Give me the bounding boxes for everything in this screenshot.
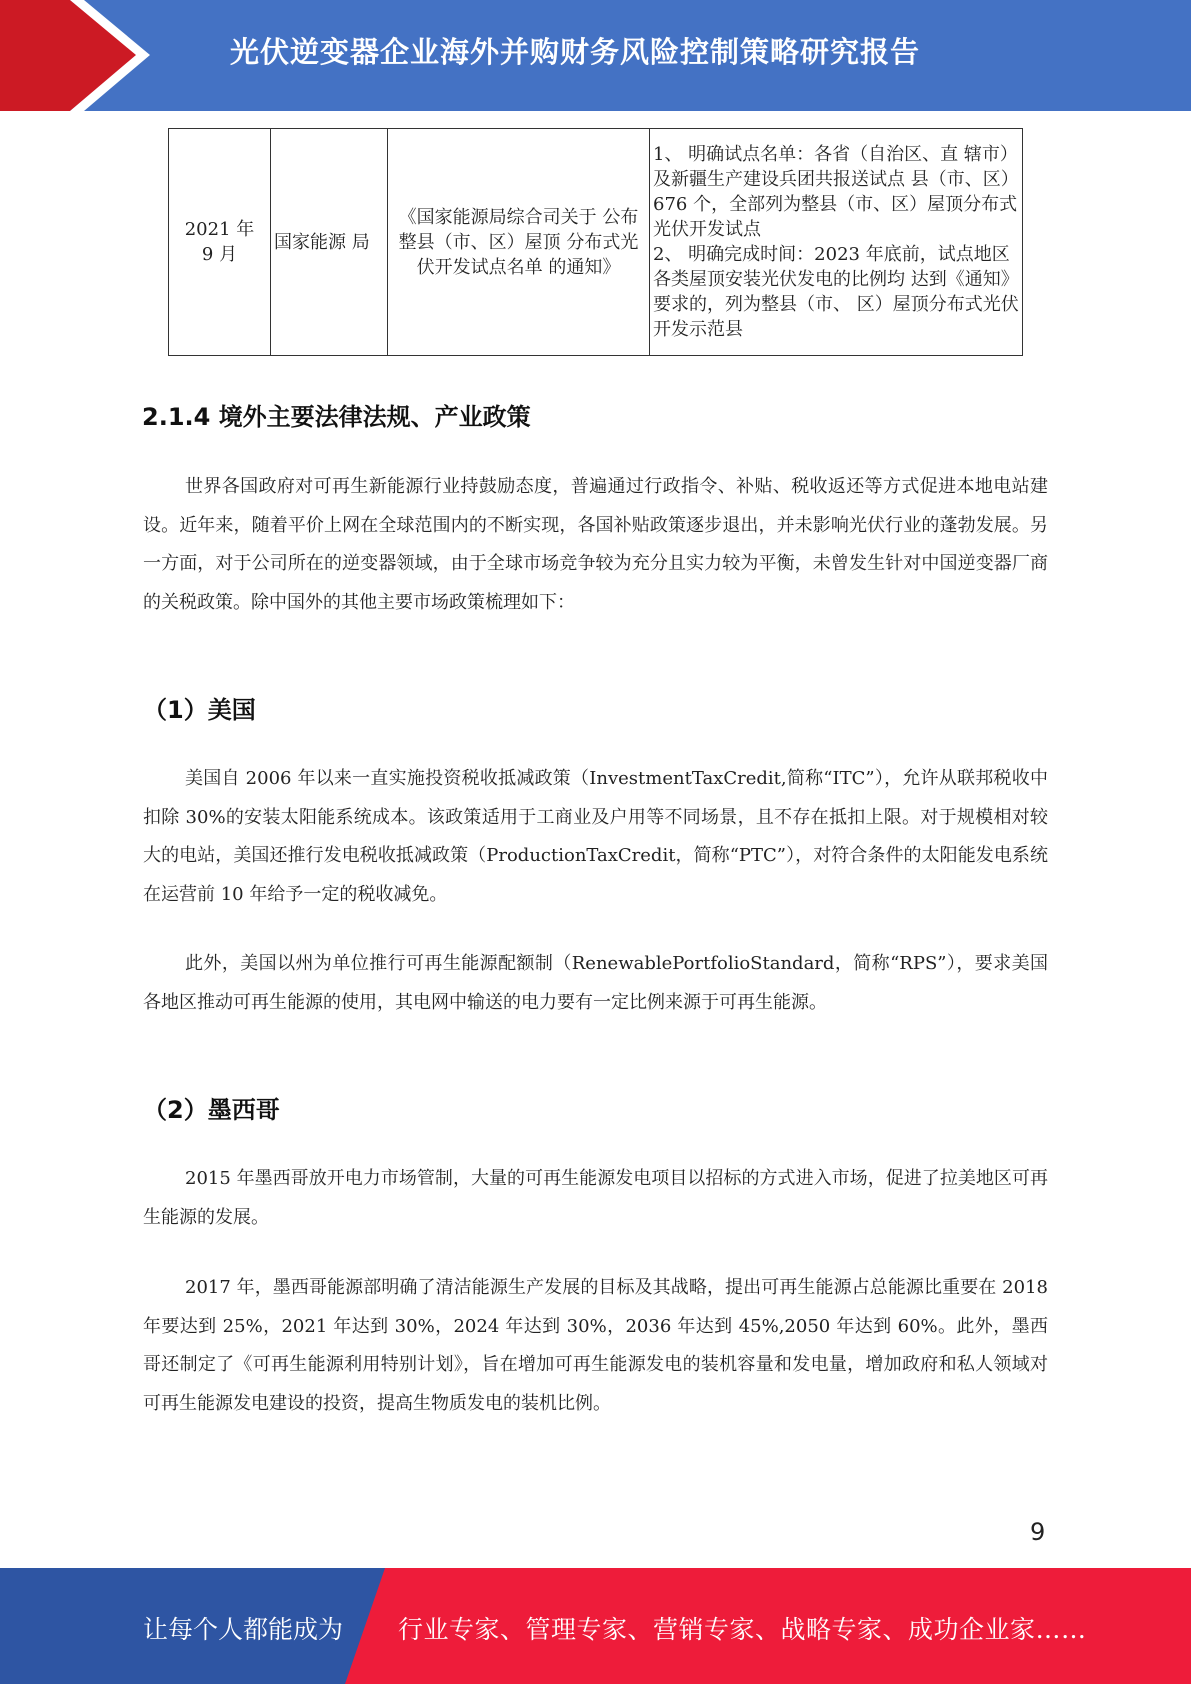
page-footer: [0, 1568, 1191, 1684]
section-heading: 2.1.4 境外主要法律法规、产业政策: [142, 403, 531, 431]
header-red-block: [0, 0, 70, 111]
usa-heading: （1）美国: [143, 696, 256, 724]
header-chevron-decoration: [70, 0, 150, 111]
cell-content: 1、 明确试点名单：各省（自治区、直 辖市）及新疆生产建设兵团共报送试点 县（市、区） 676 个，全部列为整县（市、区）屋顶分布式光伏开发试点 2、 明确完成时间：2023 年底前，试点地区各类屋顶安装光伏发电的比例均 达到《通知》要求的，列为整县（市、 区）屋顶分布式光伏开发示范县: [650, 129, 1023, 356]
usa-paragraph-1: 美国自 2006 年以来一直实施投资税收抵减政策（InvestmentTaxCredit,简称“ITC”），允许从联邦税收中扣除 30%的安装太阳能系统成本。该政策适用于工商业及户用等不同场景，且不存在抵扣上限。对于规模相对较大的电站，美国还推行发电税收抵减政策（ProductionTaxCredit，简称“PTC”），对符合条件的太阳能发电系统在运营前 10 年给予一定的税收减免。: [143, 768, 1048, 905]
mexico-heading: （2）墨西哥: [143, 1096, 280, 1124]
footer-slogan-left: 让每个人都能成为: [143, 1615, 344, 1644]
page-header: [0, 0, 1191, 111]
cell-date: 2021 年 9 月: [169, 129, 271, 356]
cell-document: 《国家能源局综合司关于 公布整县（市、区）屋顶 分布式光伏开发试点名单 的通知》: [388, 129, 650, 356]
policy-table: [168, 128, 1023, 356]
report-title: 光伏逆变器企业海外并购财务风险控制策略研究报告: [230, 35, 921, 69]
intro-paragraph: 世界各国政府对可再生新能源行业持鼓励态度，普遍通过行政指令、补贴、税收返还等方式促进本地电站建设。近年来，随着平价上网在全球范围内的不断实现，各国补贴政策逐步退出，并未影响光伏行业的蓬勃发展。另一方面，对于公司所在的逆变器领域，由于全球市场竞争较为充分且实力较为平衡，未曾发生针对中国逆变器厂商的关税政策。除中国外的其他主要市场政策梳理如下：: [143, 476, 1048, 613]
page-number: 9: [1030, 1518, 1046, 1546]
table-row: [169, 129, 1023, 356]
cell-department: 国家能源 局: [271, 129, 388, 356]
mexico-paragraph-1: 2015 年墨西哥放开电力市场管制，大量的可再生能源发电项目以招标的方式进入市场，促进了拉美地区可再生能源的发展。: [143, 1168, 1048, 1228]
mexico-paragraph-2: 2017 年，墨西哥能源部明确了清洁能源生产发展的目标及其战略，提出可再生能源占总能源比重要在 2018 年要达到 25%，2021 年达到 30%，2024 年达到 30%，2036 年达到 45%,2050 年达到 60%。此外，墨西哥还制定了《可再生能源利用特别计划》，旨在增加可再生能源发电的装机容量和发电量，增加政府和私人领域对可再生能源发电建设的投资，提高生物质发电的装机比例。: [143, 1277, 1048, 1414]
footer-slogan-right: 行业专家、管理专家、营销专家、战略专家、成功企业家……: [398, 1615, 1087, 1644]
usa-paragraph-2: 此外，美国以州为单位推行可再生能源配额制（RenewablePortfolioStandard，简称“RPS”），要求美国各地区推动可再生能源的使用，其电网中输送的电力要有一定比例来源于可再生能源。: [143, 953, 1048, 1013]
